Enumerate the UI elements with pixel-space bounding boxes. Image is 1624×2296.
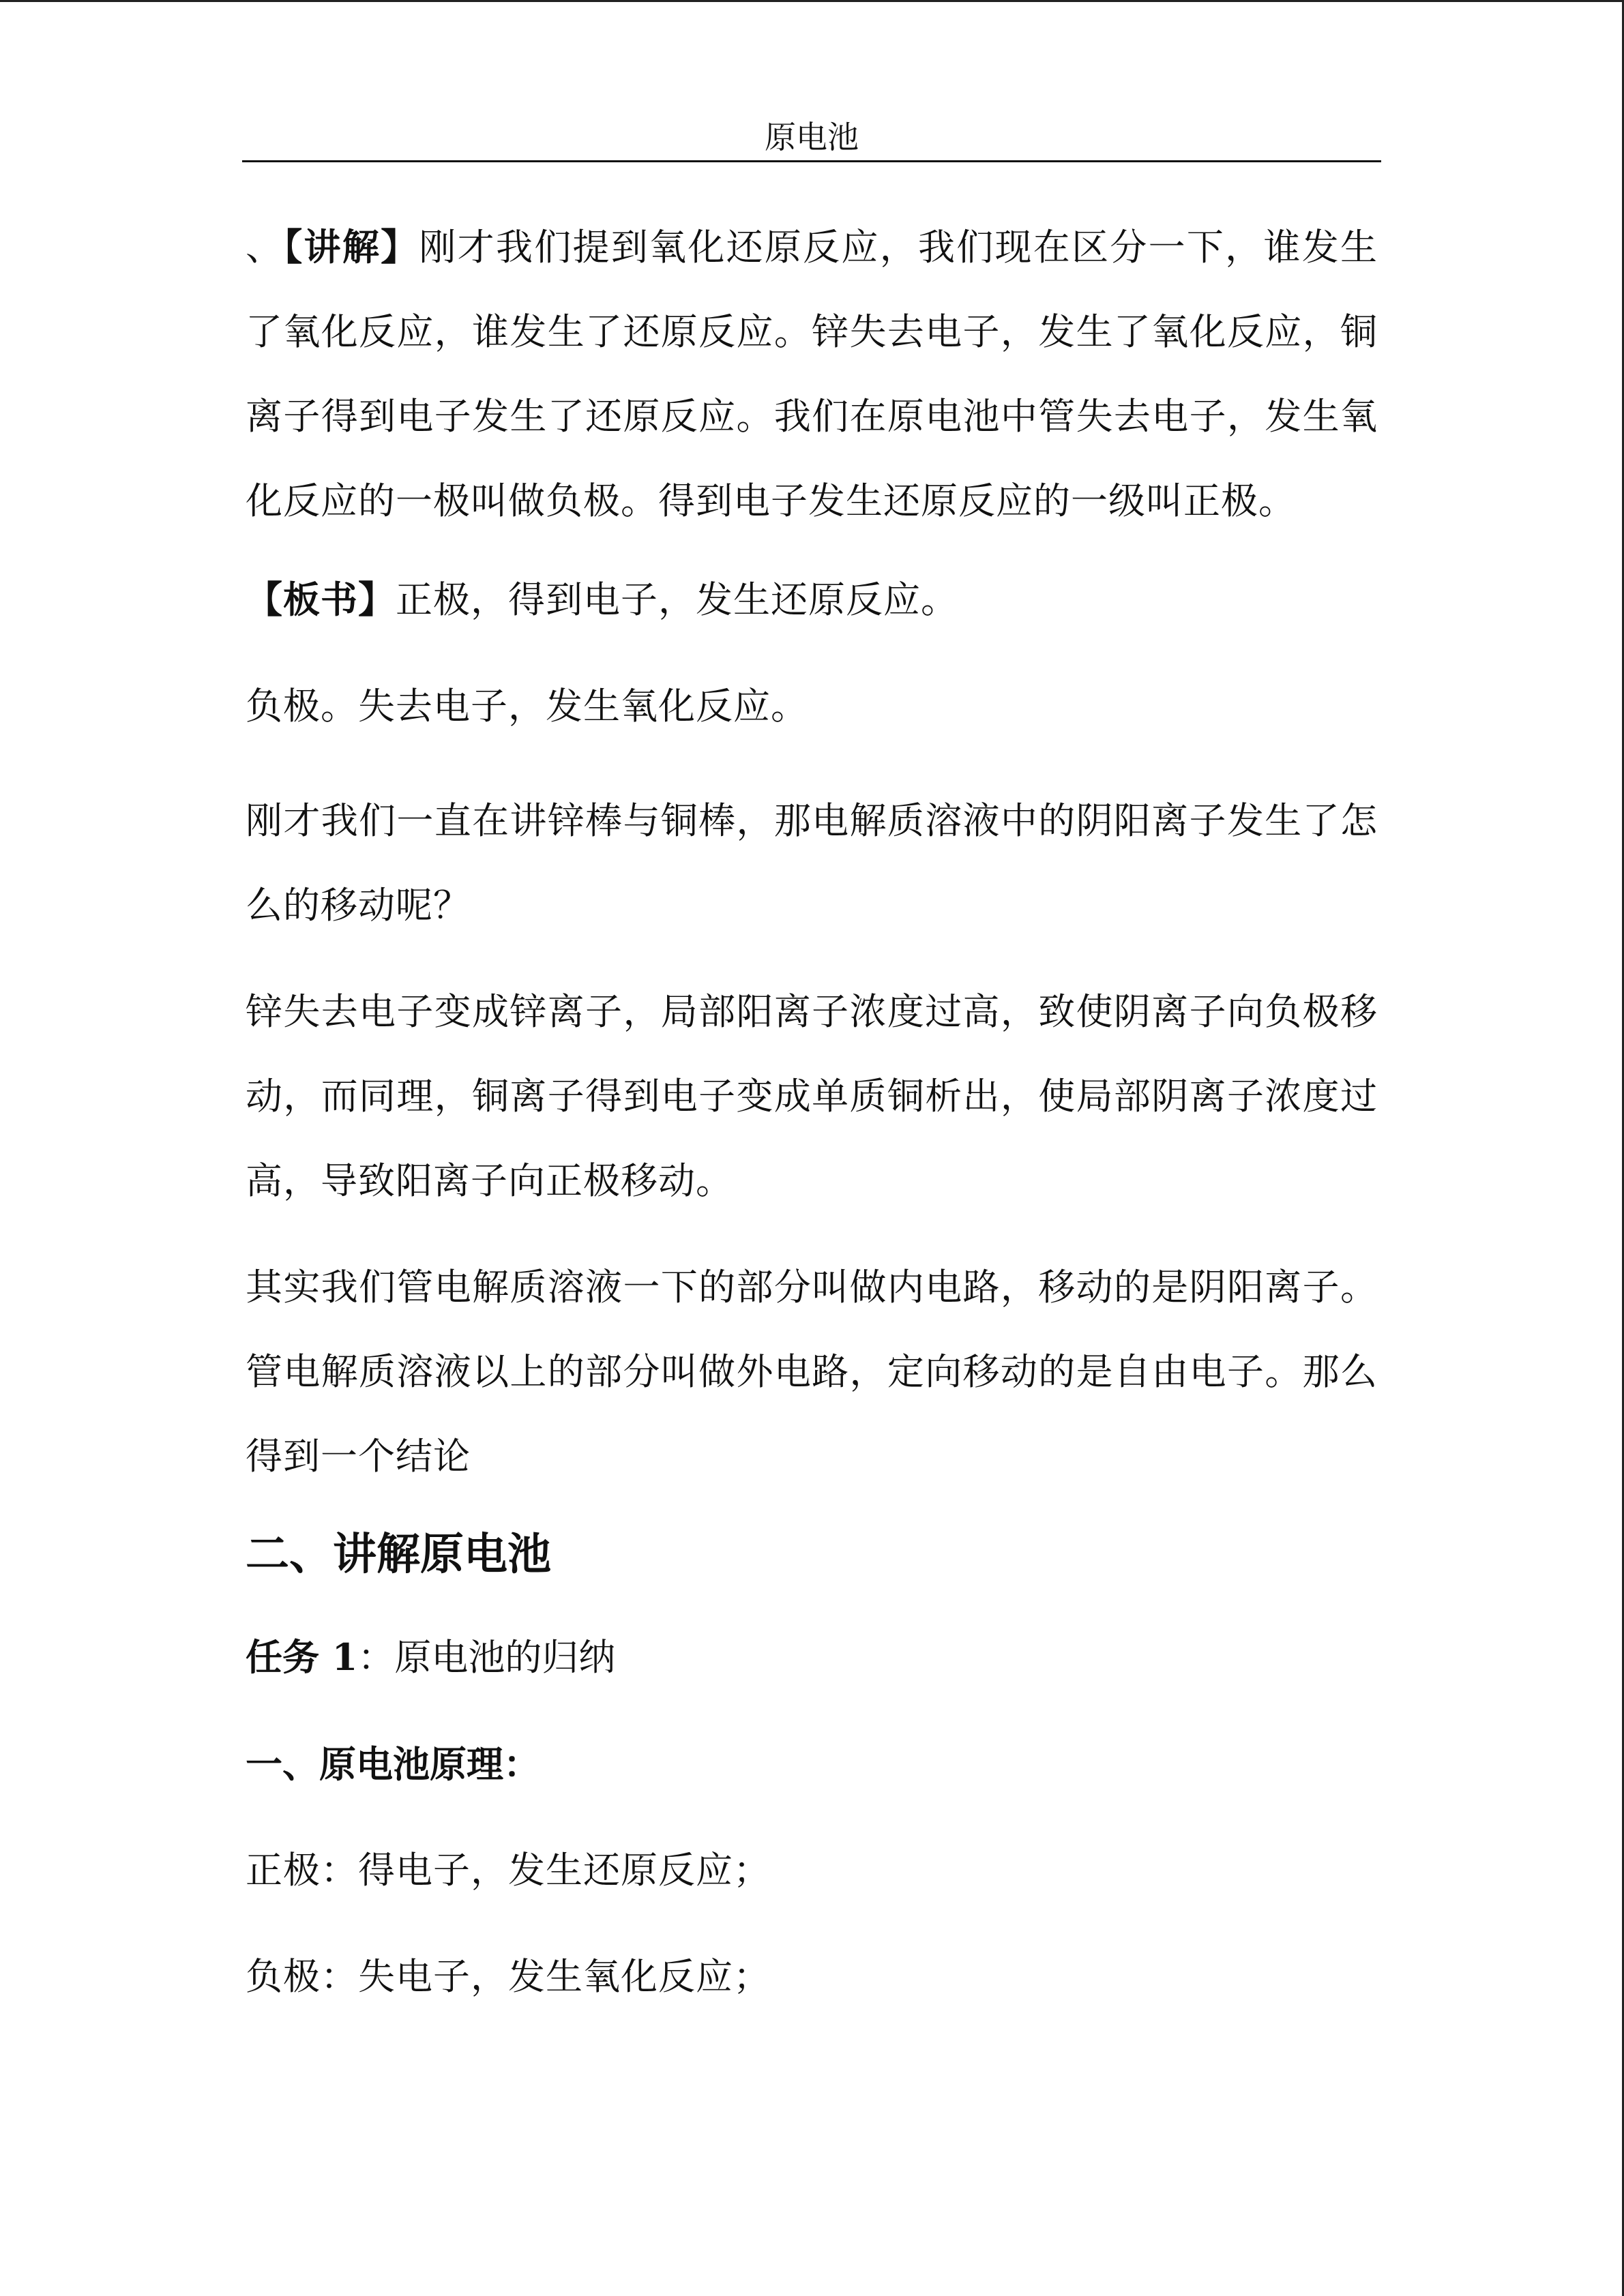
paragraph-board-note [246,565,1378,634]
board-note-text: 正极，得到电子，发生还原反应。 [396,578,958,621]
explanation-label: 【讲解】 [284,225,419,269]
task-text: 原电池的归纳 [394,1636,616,1679]
paragraph-ion-question: 刚才我们一直在讲锌棒与铜棒，那电解质溶液中的阴阳离子发生了怎么的移动呢？ [246,799,1378,927]
document-body [246,205,1378,2049]
board-note-label: 【板书】 [246,578,396,621]
principle-negative: 负极：失电子，发生氧化反应； [246,1955,771,1998]
task-separator: ： [357,1636,395,1679]
principle-heading: 一、原电池原理： [246,1742,540,1786]
paragraph-negative-note: 负极。失去电子，发生氧化反应。 [246,685,808,728]
paragraph-circuit-explanation: 其实我们管电解质溶液一下的部分叫做内电路，移动的是阴阳离子。管电解质溶液以上的部分叫做外电路，定向移动的是自由电子。那么得到一个结论 [246,1266,1378,1478]
page-top-border [0,0,1624,2]
task-line [246,1623,1378,1692]
section-heading: 二、讲解原电池 [246,1529,551,1580]
task-label: 任务 1 [246,1635,358,1679]
explanation-text: 刚才我们提到氧化还原反应，我们现在区分一下，谁发生了氧化反应，谁发生了还原反应。锌失去电子，发生了氧化反应，铜离子得到电子发生了还原反应。我们在原电池中管失去电子，发生氧化反应的一极叫做负极。得到电子发生还原反应的一级叫正极。 [246,226,1378,522]
page-header-title: 原电池 [765,119,859,155]
paragraph-ion-movement: 锌失去电子变成锌离子，局部阳离子浓度过高，致使阴离子向负极移动，而同理，铜离子得到电子变成单质铜析出，使局部阴离子浓度过高，导致阳离子向正极移动。 [246,990,1378,1202]
principle-positive: 正极：得电子，发生还原反应； [246,1849,771,1892]
paragraph-explanation [246,205,1378,543]
header-divider [242,160,1381,162]
paragraph-prefix: 、 [246,226,284,269]
